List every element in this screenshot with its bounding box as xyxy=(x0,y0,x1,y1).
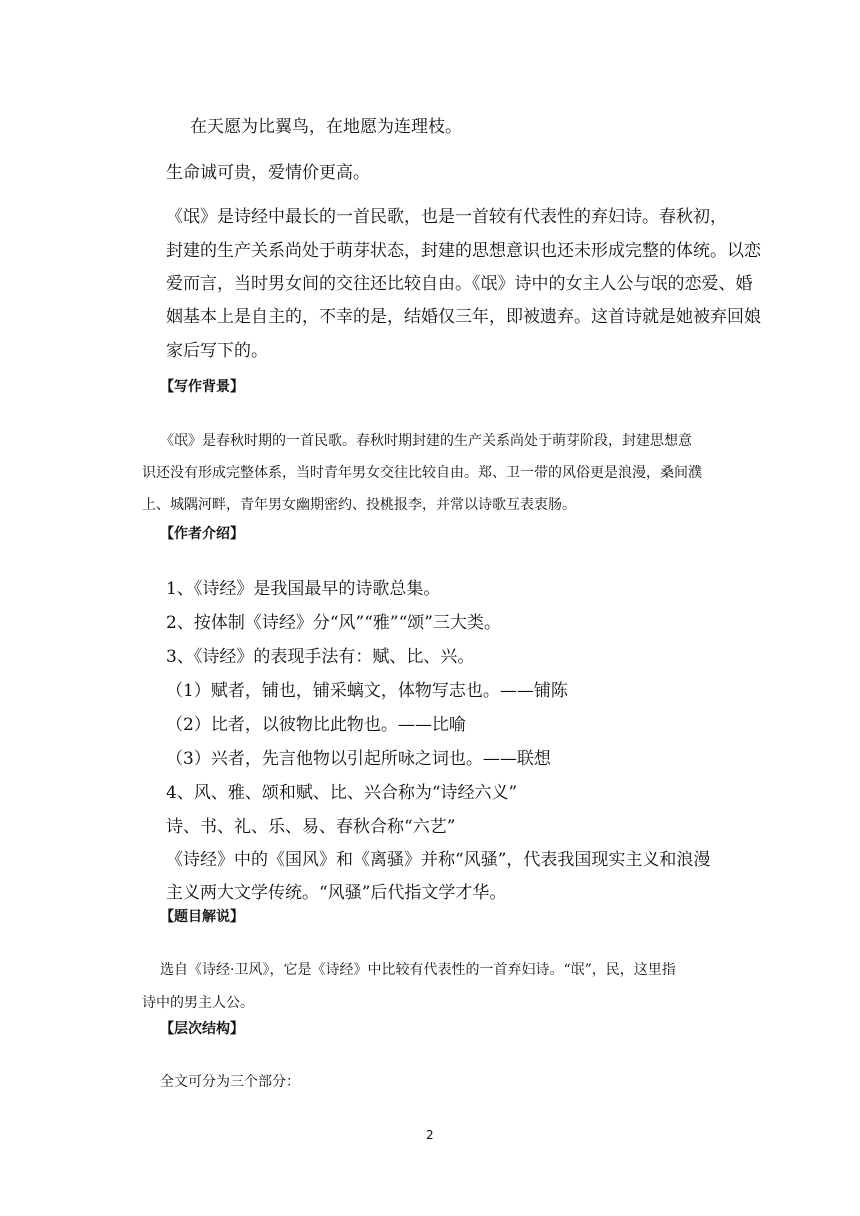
page-number: 2 xyxy=(426,1128,434,1142)
background-line: 《氓》是春秋时期的一首民歌。春秋时期封建的生产关系尚处于萌芽阶段，封建思想意 xyxy=(160,433,692,449)
author-line: 主义两大文学传统。“风骚”后代指文学才华。 xyxy=(166,883,507,903)
section-heading: 【作者介绍】 xyxy=(160,526,244,542)
background-line: 上、城隅河畔，青年男女幽期密约、投桃报李，并常以诗歌互表衷肠。 xyxy=(142,497,576,513)
poem-line: 生命诚可贵，爱情价更高。 xyxy=(166,163,370,183)
intro-line: 姻基本上是自主的，不幸的是，结婚仅三年，即被遗弃。这首诗就是她被弃回娘 xyxy=(166,307,761,327)
title-explain-line: 诗中的男主人公。 xyxy=(142,995,254,1011)
title-explain-line: 选自《诗经·卫风》，它是《诗经》中比较有代表性的一首弃妇诗。“氓”，民，这里指 xyxy=(160,962,676,978)
poem-line: 在天愿为比翼鸟，在地愿为连理枝。 xyxy=(190,117,462,137)
intro-line: 家后写下的。 xyxy=(166,341,268,361)
author-line: 诗、书、礼、乐、易、春秋合称“六艺” xyxy=(166,817,456,837)
author-line: 3、《诗经》的表现手法有：赋、比、兴。 xyxy=(166,647,475,667)
intro-line: 爱而言，当时男女间的交往还比较自由。《氓》诗中的女主人公与氓的恋爱、婚 xyxy=(166,274,753,294)
structure-line: 全文可分为三个部分： xyxy=(160,1074,300,1090)
author-line: （3）兴者，先言他物以引起所咏之词也。——联想 xyxy=(166,749,551,769)
author-line: 1、《诗经》是我国最早的诗歌总集。 xyxy=(166,579,441,599)
author-line: 《诗经》中的《国风》和《离骚》并称“风骚”，代表我国现实主义和浪漫 xyxy=(166,850,711,870)
author-line: （1）赋者，铺也，铺采螭文，体物写志也。——铺陈 xyxy=(166,681,568,701)
intro-line: 封建的生产关系尚处于萌芽状态，封建的思想意识也还未形成完整的体统。以恋 xyxy=(166,241,761,261)
section-heading: 【题目解说】 xyxy=(160,909,244,925)
author-line: （2）比者，以彼物比此物也。——比喻 xyxy=(166,715,466,735)
intro-line: 《氓》是诗经中最长的一首民歌，也是一首较有代表性的弃妇诗。春秋初， xyxy=(166,207,727,227)
background-line: 识还没有形成完整体系，当时青年男女交往比较自由。郑、卫一带的风俗更是浪漫，桑间濮 xyxy=(142,465,702,481)
author-line: 4、风、雅、颂和赋、比、兴合称为“诗经六义” xyxy=(166,783,518,803)
section-heading: 【层次结构】 xyxy=(160,1021,244,1037)
author-line: 2、按体制《诗经》分“风”“雅”“颂”三大类。 xyxy=(166,613,501,633)
section-heading: 【写作背景】 xyxy=(160,379,244,395)
